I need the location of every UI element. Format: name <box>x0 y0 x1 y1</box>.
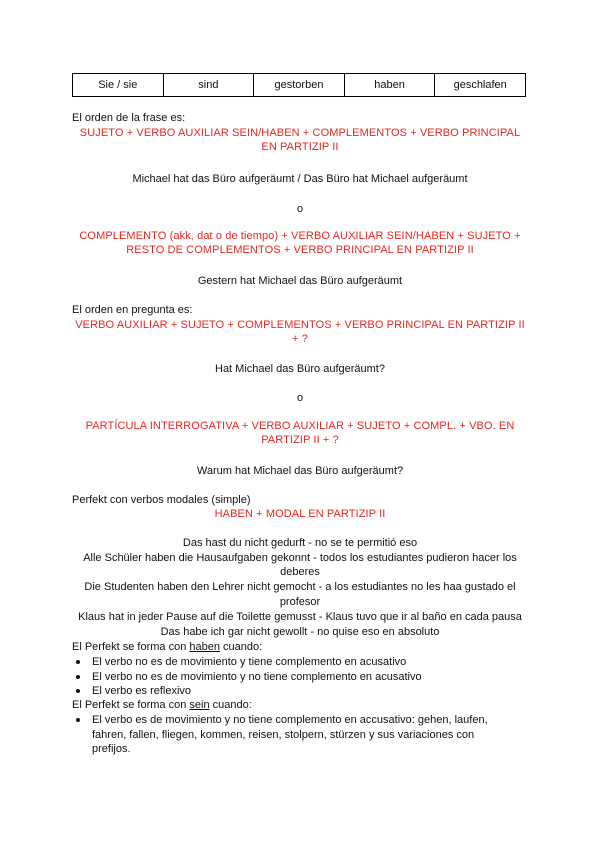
table-row <box>73 74 526 97</box>
conjugation-table <box>72 73 526 97</box>
sentence-order-example: Michael hat das Büro aufgeräumt / Das Büro hat Michael aufgeräumt <box>132 173 468 185</box>
haben-rule-label <box>72 640 262 654</box>
list-item: El verbo no es de movimiento y tiene complemento en acusativo <box>72 655 528 670</box>
haben-rule-label-text: El Perfekt se forma con <box>72 641 190 653</box>
haben-rule-list <box>72 655 528 699</box>
sein-rule-list <box>72 713 512 757</box>
table-cell-partizip: gestorben <box>254 74 345 97</box>
haben-keyword: haben <box>189 641 220 653</box>
question-order-alt-formula-line1: PARTÍCULA INTERROGATIVA + VERBO AUXILIAR + SUJETO + COMPL. + VBO. EN <box>85 420 515 432</box>
question-order-alt-example: Warum hat Michael das Büro aufgeräumt? <box>196 465 404 477</box>
sein-rule-label-text: El Perfekt se forma con <box>72 699 190 711</box>
separator-or: o <box>296 203 304 215</box>
table-cell-haben-form: haben <box>344 74 435 97</box>
sein-rule-label-suffix: cuando: <box>209 699 252 711</box>
modal-verbs-formula: HABEN + MODAL EN PARTIZIP II <box>214 508 386 520</box>
sein-keyword: sein <box>189 699 210 711</box>
list-item: El verbo no es de movimiento y no tiene complemento en acusativo <box>72 670 528 685</box>
haben-rule-label-suffix: cuando: <box>219 641 263 653</box>
question-order-label: El orden en pregunta es: <box>72 304 193 316</box>
list-item: El verbo es de movimiento y no tiene complemento en accusativo: gehen, laufen, fahren, fallen, fliegen, kommen, reisen, stolpern, stürzen y sus variaciones con prefijos. <box>72 713 512 757</box>
sentence-order-formula-line1: SUJETO + VERBO AUXILIAR SEIN/HABEN + COMPLEMENTOS + VERBO PRINCIPAL <box>79 127 521 139</box>
modal-example: Die Studenten haben den Lehrer nicht gemocht - a los estudiantes no les haa gustado el <box>84 581 516 593</box>
list-item: El verbo es reflexivo <box>72 684 528 699</box>
table-cell-partizip-2: geschlafen <box>435 74 526 97</box>
modal-example: deberes <box>280 566 320 578</box>
table-cell-sein-form: sind <box>163 74 254 97</box>
question-order-example: Hat Michael das Büro aufgeräumt? <box>215 363 385 375</box>
sein-rule-label <box>72 698 252 712</box>
modal-example: Das hast du nicht gedurft - no se te permitió eso <box>182 537 418 549</box>
separator-or: o <box>296 392 304 404</box>
sentence-order-alt-formula-line1: COMPLEMENTO (akk, dat o de tiempo) + VERBO AUXILIAR SEIN/HABEN + SUJETO + <box>79 230 521 242</box>
sentence-order-label: El orden de la frase es: <box>72 112 186 124</box>
modal-example: Alle Schüler haben die Hausaufgaben gekonnt - todos los estudiantes pudieron hacer los <box>83 552 517 564</box>
sentence-order-alt-formula-line2: RESTO DE COMPLEMENTOS + VERBO PRINCIPAL EN PARTIZIP II <box>126 244 474 256</box>
sentence-order-formula-line2: EN PARTIZIP II <box>261 141 339 153</box>
table-cell-pronoun: Sie / sie <box>73 74 164 97</box>
question-order-alt-formula-line2: PARTIZIP II + ? <box>261 434 339 446</box>
question-order-formula-line2: + ? <box>292 333 308 345</box>
modal-example: Klaus hat in jeder Pause auf die Toilette gemusst - Klaus tuvo que ir al baño en cada pausa <box>78 611 522 623</box>
modal-example: Das habe ich gar nicht gewollt - no quise eso en absoluto <box>160 626 440 638</box>
sentence-order-alt-example: Gestern hat Michael das Büro aufgeräumt <box>197 275 403 287</box>
modal-example: profesor <box>279 596 321 608</box>
question-order-formula-line1: VERBO AUXILIAR + SUJETO + COMPLEMENTOS + VERBO PRINCIPAL EN PARTIZIP II <box>75 319 525 331</box>
modal-verbs-label: Perfekt con verbos modales (simple) <box>72 494 251 506</box>
